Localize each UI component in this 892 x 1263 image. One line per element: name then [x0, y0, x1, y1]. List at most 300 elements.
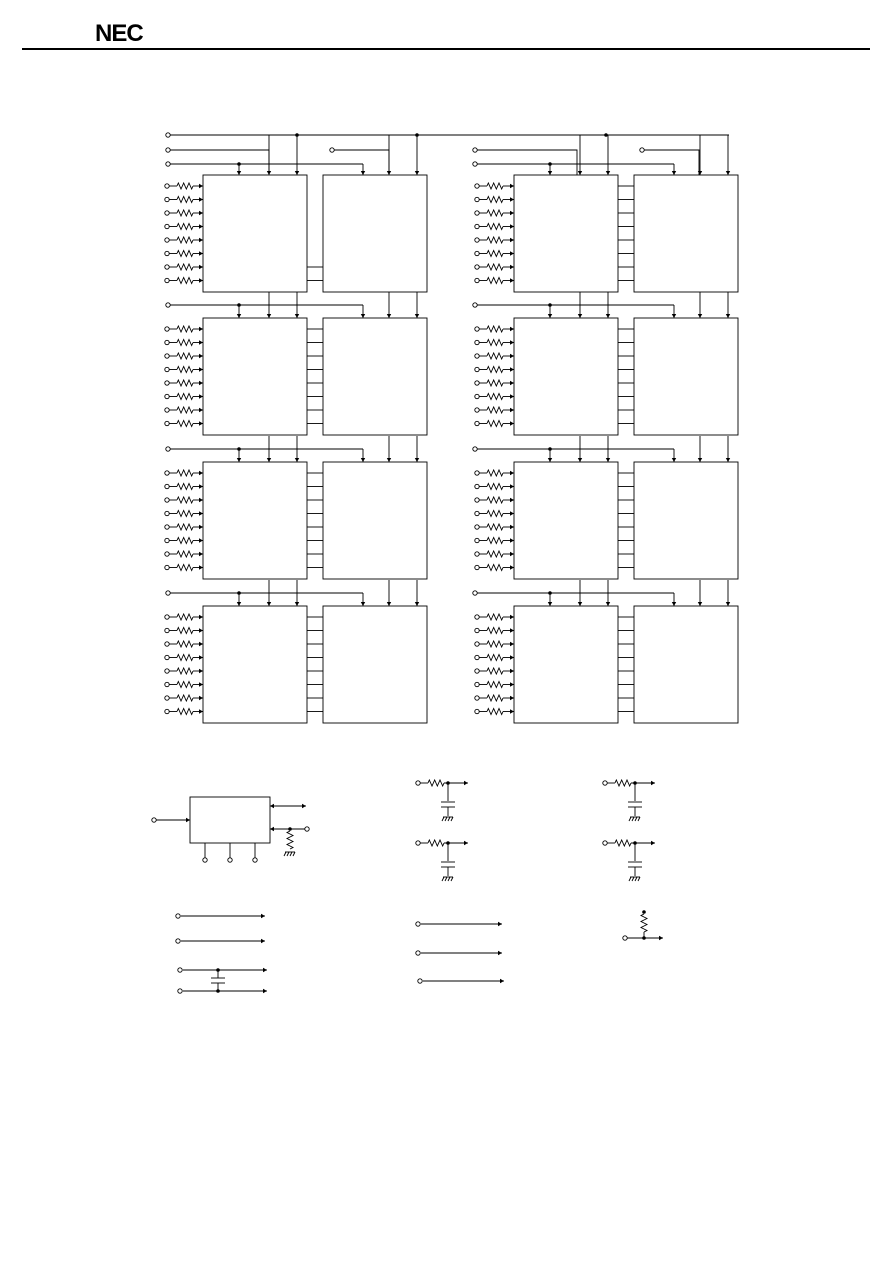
junction-dot [288, 827, 292, 831]
arrow-down [387, 458, 391, 462]
select-terminal [166, 303, 170, 307]
arrow-right [510, 278, 514, 282]
arrow-right [510, 628, 514, 632]
arrow-right [510, 381, 514, 385]
data-terminal [165, 381, 169, 385]
junction-dot [604, 133, 608, 137]
rc-terminal [416, 841, 420, 845]
series-resistor [177, 668, 193, 674]
control-terminal [253, 858, 257, 862]
arrow-right [510, 642, 514, 646]
series-resistor [487, 551, 503, 557]
arrow-right [510, 408, 514, 412]
arrow-right [464, 781, 468, 785]
ground-hatch [290, 852, 292, 856]
series-resistor [177, 709, 193, 715]
ground-hatch [451, 817, 453, 821]
module-c2-r3 [473, 436, 738, 579]
arrow-right [199, 238, 203, 242]
series-resistor [487, 641, 503, 647]
bus-terminal [166, 133, 170, 137]
arrow-right [199, 484, 203, 488]
arrow-right [199, 628, 203, 632]
series-resistor [177, 421, 193, 427]
pull-down-resistor [287, 831, 293, 849]
ground-hatch [638, 817, 640, 821]
arrow-down [726, 314, 730, 318]
series-resistor [487, 484, 503, 490]
arrow-down [237, 314, 241, 318]
arrow-right [199, 278, 203, 282]
pull-up-cell [623, 910, 663, 940]
select-terminal [166, 591, 170, 595]
series-resistor [177, 326, 193, 332]
arrow-down [361, 314, 365, 318]
ground-icon [629, 877, 640, 881]
series-resistor [487, 197, 503, 203]
arrow-right [199, 197, 203, 201]
ground-hatch [445, 817, 447, 821]
ground-hatch [629, 877, 631, 881]
data-terminal [165, 184, 169, 188]
series-resistor [487, 709, 503, 715]
module-c1-r2 [165, 292, 427, 435]
select-terminal [166, 162, 170, 166]
memory-module-array [165, 133, 738, 723]
arrow-right [510, 251, 514, 255]
arrow-down [698, 314, 702, 318]
bus-line [170, 150, 269, 175]
module-c2-r4 [473, 580, 738, 723]
series-resistor [177, 538, 193, 544]
series-resistor [487, 565, 503, 571]
arrow-down [237, 602, 241, 606]
series-resistor [487, 668, 503, 674]
data-terminal [165, 565, 169, 569]
series-resistor [487, 682, 503, 688]
data-terminal [475, 628, 479, 632]
data-terminal [165, 484, 169, 488]
series-resistor [487, 210, 503, 216]
data-terminal [475, 354, 479, 358]
arrow-right [199, 682, 203, 686]
arrow-right [263, 968, 267, 972]
series-resistor [487, 183, 503, 189]
memory-chip [203, 462, 307, 579]
arrow-right [263, 989, 267, 993]
arrow-right [510, 238, 514, 242]
arrow-right [510, 498, 514, 502]
arrow-down [387, 314, 391, 318]
arrow-down [672, 314, 676, 318]
data-terminal [165, 211, 169, 215]
arrow-down [578, 602, 582, 606]
data-terminal [165, 394, 169, 398]
data-terminal [475, 565, 479, 569]
data-terminal [165, 197, 169, 201]
data-terminal [165, 709, 169, 713]
arrow-right [510, 525, 514, 529]
bus-terminal [640, 148, 644, 152]
arrow-right [510, 669, 514, 673]
data-terminal [475, 251, 479, 255]
arrow-right [199, 224, 203, 228]
arrow-right [510, 709, 514, 713]
rc-filter-1 [416, 780, 468, 821]
arrow-right [199, 552, 203, 556]
series-resistor [177, 367, 193, 373]
capacitor-icon [628, 862, 642, 867]
select-terminal [473, 303, 477, 307]
pull-up-terminal [623, 936, 627, 940]
data-terminal [165, 265, 169, 269]
data-terminal [475, 525, 479, 529]
arrow-right [199, 525, 203, 529]
arrow-down [237, 458, 241, 462]
io-terminal [305, 827, 309, 831]
data-terminal [475, 265, 479, 269]
series-resistor [487, 264, 503, 270]
data-terminal [165, 238, 169, 242]
series-resistor [487, 326, 503, 332]
select-terminal [473, 591, 477, 595]
signal-terminal [176, 939, 180, 943]
memory-chip [323, 175, 427, 292]
data-terminal [165, 367, 169, 371]
series-resistor [177, 551, 193, 557]
ground-icon [442, 877, 453, 881]
arrow-right [199, 211, 203, 215]
series-resistor [487, 421, 503, 427]
data-terminal [165, 642, 169, 646]
data-terminal [475, 615, 479, 619]
arrow-right [261, 939, 265, 943]
arrow-right [199, 709, 203, 713]
data-terminal [475, 197, 479, 201]
arrow-right [199, 511, 203, 515]
series-resistor [177, 224, 193, 230]
series-resistor [487, 407, 503, 413]
rc-filter-3 [603, 780, 655, 821]
data-terminal [475, 471, 479, 475]
series-resistor [177, 353, 193, 359]
buffer-block [152, 797, 309, 862]
buffer-box [190, 797, 270, 843]
arrow-right [500, 979, 504, 983]
series-resistor [487, 524, 503, 530]
series-resistor [177, 641, 193, 647]
data-terminal [475, 642, 479, 646]
module-c1-r4 [165, 580, 427, 723]
rc-filter-4 [603, 840, 655, 881]
rc-filter-2 [416, 840, 468, 881]
arrow-right [199, 408, 203, 412]
arrow-down [606, 171, 610, 175]
series-resistor [487, 538, 503, 544]
data-terminal [165, 421, 169, 425]
arrow-right [199, 265, 203, 269]
arrow-down [361, 602, 365, 606]
control-terminal [228, 858, 232, 862]
arrow-down [267, 171, 271, 175]
data-terminal [165, 552, 169, 556]
arrow-down [726, 171, 730, 175]
memory-chip [514, 606, 618, 723]
bus-line [644, 150, 699, 175]
arrow-right [199, 340, 203, 344]
data-terminal [475, 238, 479, 242]
arrow-right [510, 615, 514, 619]
memory-chip [323, 606, 427, 723]
arrow-right [199, 655, 203, 659]
arrow-right [510, 224, 514, 228]
arrow-right [199, 669, 203, 673]
series-resistor [177, 340, 193, 346]
series-resistor [177, 380, 193, 386]
arrow-down [578, 171, 582, 175]
signal-terminal [418, 979, 422, 983]
arrow-right [659, 936, 663, 940]
module-c1-r1 [165, 135, 427, 292]
memory-chip [514, 175, 618, 292]
data-terminal [165, 340, 169, 344]
signal-terminal [178, 968, 182, 972]
arrow-right [510, 682, 514, 686]
arrow-down [672, 171, 676, 175]
arrow-right [199, 615, 203, 619]
capacitor-icon [628, 802, 642, 807]
series-resistor [487, 340, 503, 346]
series-resistor [177, 695, 193, 701]
arrow-right [510, 340, 514, 344]
arrow-right [510, 538, 514, 542]
memory-chip [634, 462, 738, 579]
arrow-right [199, 471, 203, 475]
arrow-down [726, 602, 730, 606]
arrow-down [415, 171, 419, 175]
data-terminal [165, 498, 169, 502]
data-terminal [165, 327, 169, 331]
series-resistor [177, 407, 193, 413]
series-resistor [487, 470, 503, 476]
data-terminal [475, 394, 479, 398]
arrow-down [698, 602, 702, 606]
rc-resistor [615, 840, 631, 846]
arrow-right [199, 354, 203, 358]
ground-hatch [442, 817, 444, 821]
series-resistor [487, 278, 503, 284]
bus-terminal [166, 148, 170, 152]
arrow-right [199, 565, 203, 569]
data-terminal [475, 682, 479, 686]
arrow-down [548, 458, 552, 462]
ground-hatch [448, 877, 450, 881]
top-control-bus [166, 133, 729, 175]
series-resistor [487, 380, 503, 386]
data-terminal [475, 421, 479, 425]
data-terminal [165, 525, 169, 529]
series-resistor [177, 565, 193, 571]
data-terminal [165, 682, 169, 686]
series-resistor [487, 237, 503, 243]
arrow-down [415, 602, 419, 606]
series-resistor [177, 197, 193, 203]
capacitor-icon [441, 862, 455, 867]
arrow-right [199, 394, 203, 398]
arrow-right [510, 511, 514, 515]
bus-terminal [330, 148, 334, 152]
module-c1-r3 [165, 436, 427, 579]
data-terminal [475, 327, 479, 331]
data-terminal [165, 538, 169, 542]
series-resistor [177, 251, 193, 257]
junction-dot [642, 910, 646, 914]
arrow-down [606, 314, 610, 318]
bus-terminal [473, 148, 477, 152]
data-terminal [475, 408, 479, 412]
arrow-right [302, 804, 306, 808]
data-terminal [475, 381, 479, 385]
data-terminal [475, 224, 479, 228]
data-terminal [165, 251, 169, 255]
ground-hatch [445, 877, 447, 881]
arrow-down [415, 458, 419, 462]
data-terminal [475, 552, 479, 556]
series-resistor [487, 695, 503, 701]
ground-hatch [442, 877, 444, 881]
ground-icon [284, 852, 295, 856]
arrow-right [510, 471, 514, 475]
rc-resistor [615, 780, 631, 786]
series-resistor [177, 394, 193, 400]
arrow-down [672, 458, 676, 462]
select-terminal [166, 447, 170, 451]
arrow-right [510, 354, 514, 358]
arrow-right [261, 914, 265, 918]
series-resistor [487, 224, 503, 230]
arrow-right [199, 184, 203, 188]
series-resistor [177, 237, 193, 243]
memory-chip [514, 318, 618, 435]
arrow-right [464, 841, 468, 845]
select-terminal [473, 447, 477, 451]
arrow-right [651, 841, 655, 845]
data-terminal [165, 471, 169, 475]
ground-hatch [284, 852, 286, 856]
arrow-down [415, 314, 419, 318]
arrow-down [672, 602, 676, 606]
rc-terminal [416, 781, 420, 785]
arrow-right [199, 251, 203, 255]
arrow-down [548, 171, 552, 175]
arrow-down [578, 314, 582, 318]
data-terminal [475, 655, 479, 659]
signal-terminal [416, 922, 420, 926]
arrow-right [510, 394, 514, 398]
module-c2-r2 [473, 292, 738, 435]
arrow-right [510, 265, 514, 269]
memory-chip [514, 462, 618, 579]
ground-hatch [451, 877, 453, 881]
signal-lines [176, 914, 504, 993]
rc-resistor [428, 840, 444, 846]
signal-terminal [176, 914, 180, 918]
arrow-down [295, 314, 299, 318]
arrow-down [267, 314, 271, 318]
series-resistor [177, 264, 193, 270]
arrow-right [199, 696, 203, 700]
data-terminal [165, 696, 169, 700]
arrow-down [267, 458, 271, 462]
data-terminal [475, 538, 479, 542]
arrow-right [186, 818, 190, 822]
nec-logo: NEC [95, 20, 143, 47]
arrow-down [698, 458, 702, 462]
data-terminal [165, 278, 169, 282]
data-terminal [165, 511, 169, 515]
series-resistor [177, 210, 193, 216]
arrow-down [387, 602, 391, 606]
data-terminal [165, 224, 169, 228]
arrow-right [510, 367, 514, 371]
series-resistor [177, 511, 193, 517]
signal-terminal [178, 989, 182, 993]
data-terminal [475, 498, 479, 502]
data-terminal [475, 367, 479, 371]
series-resistor [177, 682, 193, 688]
rc-resistor [428, 780, 444, 786]
bus-line [477, 150, 577, 175]
input-terminal [152, 818, 156, 822]
ground-hatch [632, 877, 634, 881]
arrow-right [199, 642, 203, 646]
data-terminal [165, 615, 169, 619]
data-terminal [165, 655, 169, 659]
memory-chip [634, 318, 738, 435]
arrow-right [199, 421, 203, 425]
series-resistor [487, 655, 503, 661]
arrow-right [199, 538, 203, 542]
arrow-down [387, 171, 391, 175]
ground-icon [629, 817, 640, 821]
ground-hatch [293, 852, 295, 856]
data-terminal [475, 340, 479, 344]
arrow-right [510, 565, 514, 569]
capacitor-icon [441, 802, 455, 807]
series-resistor [177, 655, 193, 661]
arrow-right [510, 197, 514, 201]
arrow-down [361, 171, 365, 175]
data-terminal [165, 354, 169, 358]
series-resistor [487, 614, 503, 620]
arrow-right [199, 367, 203, 371]
arrow-right [498, 951, 502, 955]
memory-chip [634, 606, 738, 723]
data-terminal [475, 669, 479, 673]
series-resistor [177, 278, 193, 284]
arrow-down [578, 458, 582, 462]
data-terminal [475, 211, 479, 215]
ground-hatch [635, 817, 637, 821]
data-terminal [165, 628, 169, 632]
arrow-down [237, 171, 241, 175]
series-resistor [487, 367, 503, 373]
data-terminal [475, 696, 479, 700]
rc-terminal [603, 781, 607, 785]
series-resistor [487, 628, 503, 634]
ground-hatch [287, 852, 289, 856]
arrow-down [606, 602, 610, 606]
